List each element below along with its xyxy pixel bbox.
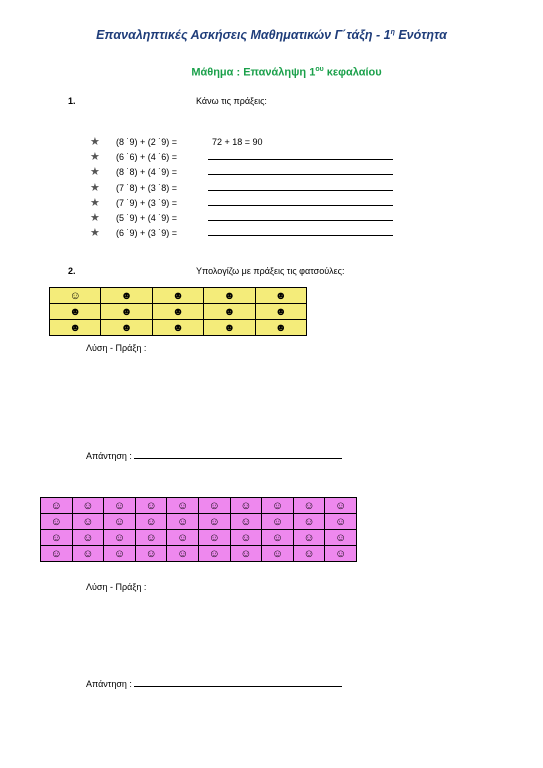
smiley-face-icon: ☺: [135, 546, 167, 562]
smiley-face-icon: ☻: [204, 320, 255, 336]
answer-line-2[interactable]: [134, 677, 342, 687]
smiley-face-icon: ☻: [204, 288, 255, 304]
smiley-face-icon: ☻: [255, 320, 306, 336]
smiley-face-icon: ☺: [50, 288, 101, 304]
smiley-face-icon: ☺: [135, 530, 167, 546]
answer-blank[interactable]: [208, 211, 393, 221]
smiley-face-icon: ☻: [152, 288, 203, 304]
exercise-expression: (7 ˙9) + (3 ˙9) =: [116, 197, 178, 208]
solution-label-1: Λύση - Πράξη :: [86, 343, 147, 353]
answer-blank[interactable]: [208, 196, 393, 206]
smiley-face-icon: ☺: [293, 514, 325, 530]
exercise-row: [90, 165, 390, 179]
smiley-face-icon: ☺: [72, 498, 104, 514]
smiley-face-icon: ☺: [262, 546, 294, 562]
exercise-expression: (5 ˙9) + (4 ˙9) =: [116, 213, 178, 223]
smiley-face-icon: ☻: [50, 320, 101, 336]
grid-row: [50, 288, 307, 304]
grid-row: [41, 530, 357, 546]
star-icon: ★: [90, 166, 100, 179]
smiley-face-icon: ☻: [101, 304, 152, 320]
smiley-face-icon: ☺: [167, 498, 199, 514]
exercise-expression: (6 ˙6) + (4 ˙6) =: [116, 152, 178, 163]
grid-row: [50, 304, 307, 320]
answer-blank[interactable]: [208, 226, 393, 236]
smiley-face-icon: ☺: [262, 530, 294, 546]
smiley-face-icon: ☺: [135, 498, 167, 514]
answer-blank[interactable]: [208, 165, 393, 175]
answer-label-1: Απάντηση :: [86, 451, 132, 461]
grid-row: [41, 546, 357, 562]
smiley-face-icon: ☺: [262, 498, 294, 514]
smiley-face-icon: ☺: [72, 514, 104, 530]
smiley-face-icon: ☻: [255, 304, 306, 320]
smiley-face-icon: ☺: [41, 546, 73, 562]
star-icon: ★: [90, 151, 100, 164]
star-icon: ★: [90, 181, 100, 194]
lesson-subtitle: Μάθημα : Επανάληψη $1^{o\upsilon}$ κεφαλαίου: [191, 66, 382, 79]
smiley-face-icon: ☺: [293, 546, 325, 562]
answer-line-1[interactable]: [134, 449, 342, 459]
answer-row-2: [86, 677, 342, 689]
smiley-face-icon: ☺: [167, 546, 199, 562]
star-icon: ★: [90, 196, 100, 209]
faces-grid-yellow: [49, 287, 307, 336]
exercise-row: [90, 150, 390, 164]
smiley-face-icon: ☺: [230, 530, 262, 546]
star-icon: ★: [90, 227, 100, 240]
answer-label-2: Απάντηση :: [86, 679, 132, 689]
exercise-row: [90, 196, 390, 210]
smiley-face-icon: ☻: [152, 304, 203, 320]
smiley-face-icon: ☺: [72, 530, 104, 546]
smiley-face-icon: ☺: [198, 546, 230, 562]
smiley-face-icon: ☺: [325, 530, 357, 546]
smiley-face-icon: ☻: [255, 288, 306, 304]
smiley-face-icon: ☺: [230, 498, 262, 514]
answer-blank[interactable]: [208, 150, 393, 160]
question-1-instruction: Κάνω τις πράξεις:: [196, 96, 267, 106]
exercise-answer: 72 + 18 = 90: [212, 137, 263, 147]
exercise-row: [90, 181, 390, 195]
smiley-face-icon: ☺: [198, 530, 230, 546]
worksheet-title: Επαναληπτικές Ασκήσεις Μαθηματικών $\Gamma΄\tau ά\xi\eta - 1^\eta$ Ενότητα: [96, 28, 447, 42]
solution-label-2: Λύση - Πράξη :: [86, 582, 147, 592]
smiley-face-icon: ☺: [41, 514, 73, 530]
smiley-face-icon: ☺: [325, 498, 357, 514]
exercise-expression: (8 ˙8) + (4 ˙9) =: [116, 167, 178, 178]
grid-row: [41, 514, 357, 530]
smiley-face-icon: ☻: [101, 288, 152, 304]
smiley-face-icon: ☺: [230, 546, 262, 562]
smiley-face-icon: ☻: [50, 304, 101, 320]
smiley-face-icon: ☺: [135, 514, 167, 530]
grid-row: [41, 498, 357, 514]
exercise-row: [90, 211, 390, 225]
answer-row-1: [86, 449, 342, 461]
star-icon: ★: [90, 212, 100, 224]
exercise-expression: (8 ˙9) + (2 ˙9) =: [116, 137, 178, 147]
exercise-row: [90, 135, 390, 149]
faces-grid-pink: [40, 497, 357, 562]
smiley-face-icon: ☺: [293, 530, 325, 546]
star-icon: ★: [90, 136, 100, 148]
smiley-face-icon: ☺: [167, 514, 199, 530]
smiley-face-icon: ☺: [325, 514, 357, 530]
smiley-face-icon: ☺: [104, 514, 136, 530]
smiley-face-icon: ☺: [41, 498, 73, 514]
smiley-face-icon: ☻: [152, 320, 203, 336]
smiley-face-icon: ☺: [104, 498, 136, 514]
question-1-number: 1.: [68, 96, 76, 106]
smiley-face-icon: ☺: [41, 530, 73, 546]
smiley-face-icon: ☺: [293, 498, 325, 514]
exercise-expression: (6 ˙9) + (3 ˙9) =: [116, 228, 178, 239]
smiley-face-icon: ☺: [325, 546, 357, 562]
smiley-face-icon: ☺: [262, 514, 294, 530]
smiley-face-icon: ☺: [198, 514, 230, 530]
smiley-face-icon: ☺: [198, 498, 230, 514]
smiley-face-icon: ☺: [230, 514, 262, 530]
smiley-face-icon: ☺: [104, 530, 136, 546]
smiley-face-icon: ☺: [104, 546, 136, 562]
question-2-number: 2.: [68, 266, 76, 276]
exercise-row: [90, 226, 390, 240]
smiley-face-icon: ☻: [204, 304, 255, 320]
smiley-face-icon: ☺: [72, 546, 104, 562]
grid-row: [50, 320, 307, 336]
exercise-expression: (7 ˙8) + (3 ˙8) =: [116, 182, 178, 193]
smiley-face-icon: ☺: [167, 530, 199, 546]
answer-blank[interactable]: [208, 181, 393, 191]
question-2-instruction: Υπολογίζω με πράξεις τις φατσούλες:: [196, 266, 345, 276]
smiley-face-icon: ☻: [101, 320, 152, 336]
